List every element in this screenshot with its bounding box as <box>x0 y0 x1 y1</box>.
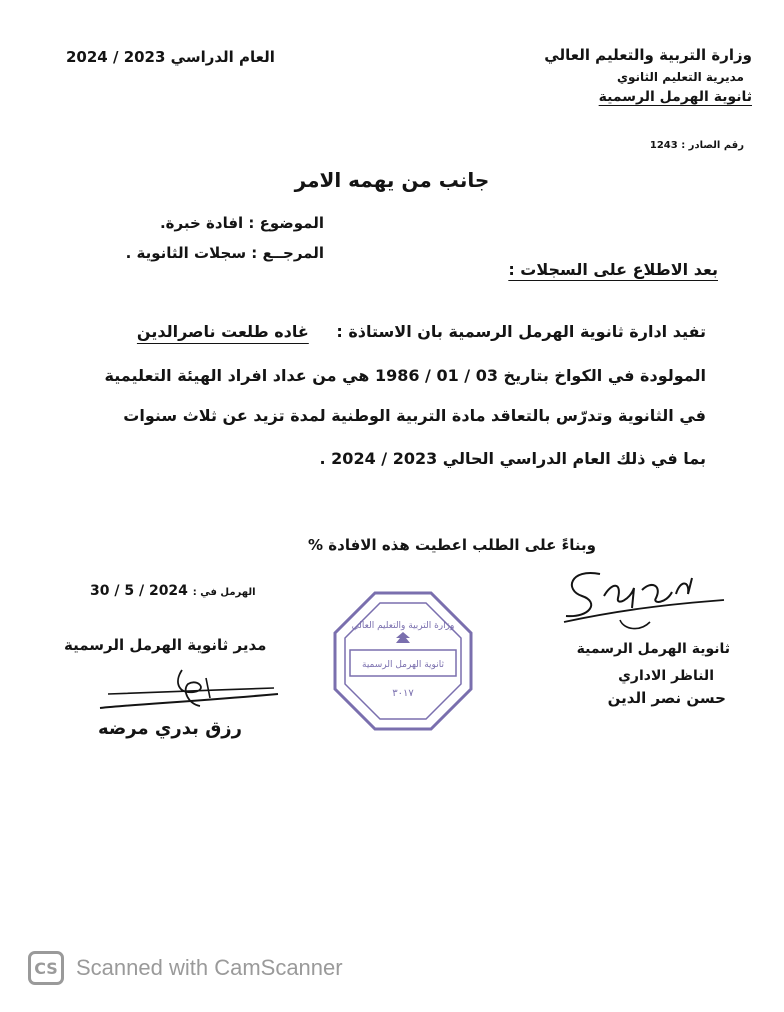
review-line: بعد الاطلاع على السجلات : <box>508 260 718 279</box>
directorate-name: مديرية التعليم الثانوي <box>616 70 744 84</box>
administrator-title: الناظر الاداري <box>618 668 714 684</box>
director-name: رزق بدري مرضه <box>98 718 243 739</box>
closing-line: وبناءً على الطلب اعطيت هذه الافادة % <box>308 536 596 554</box>
camscanner-watermark <box>28 948 343 988</box>
camscanner-text: Scanned with CamScanner <box>76 955 343 980</box>
body-line-3: في الثانوية وتدرّس بالتعاقد مادة التربية الوطنية لمدة تزيد عن ثلاث سنوات <box>123 406 706 425</box>
stamp-inner-text: ثانوية الهرمل الرسمية <box>362 660 444 670</box>
stamp-outer-text: وزارة التربية والتعليم العالي <box>351 621 455 631</box>
body-line-1-prefix: تفيد ادارة ثانوية الهرمل الرسمية بان الاستاذة : <box>336 322 706 341</box>
teacher-name: غاده طلعت ناصرالدين <box>136 322 309 341</box>
body-line-2: المولودة في الكواخ بتاريخ 03 / 01 / 1986 هي من عداد افراد الهيئة التعليمية <box>104 366 706 385</box>
administrator-name: حسن نصر الدين <box>607 689 726 707</box>
academic-year-text: العام الدراسي 2023 / 2024 <box>66 48 275 66</box>
document-title: جانب من يهمه الامر <box>294 168 490 192</box>
body-line-4: بما في ذلك العام الدراسي الحالي 2023 / 2024 . <box>319 449 706 468</box>
academic-year <box>66 48 275 66</box>
administrator-signature <box>560 560 730 650</box>
cedar-icon <box>396 632 410 643</box>
school-name: ثانوية الهرمل الرسمية <box>598 89 752 105</box>
issue-number: رقم الصادر : 1243 <box>649 140 744 151</box>
letterhead <box>544 48 752 104</box>
date-line <box>90 583 256 599</box>
subject-line: الموضوع : افادة خبرة. <box>159 214 324 232</box>
date-value: 30 / 5 / 2024 <box>90 583 188 599</box>
stamp-number: ٣٠١٧ <box>392 688 414 699</box>
reference-line: المرجــع : سجلات الثانوية . <box>125 244 324 262</box>
ministry-name: وزارة التربية والتعليم العالي <box>544 46 752 64</box>
administrator-school: ثانوية الهرمل الرسمية <box>576 641 730 657</box>
director-title: مدير ثانوية الهرمل الرسمية <box>64 636 267 654</box>
official-stamp <box>330 588 476 734</box>
body-line-1 <box>137 322 706 341</box>
date-label: الهرمل في : <box>192 587 256 598</box>
director-signature <box>98 664 288 724</box>
camscanner-logo-icon: CS <box>28 951 64 985</box>
